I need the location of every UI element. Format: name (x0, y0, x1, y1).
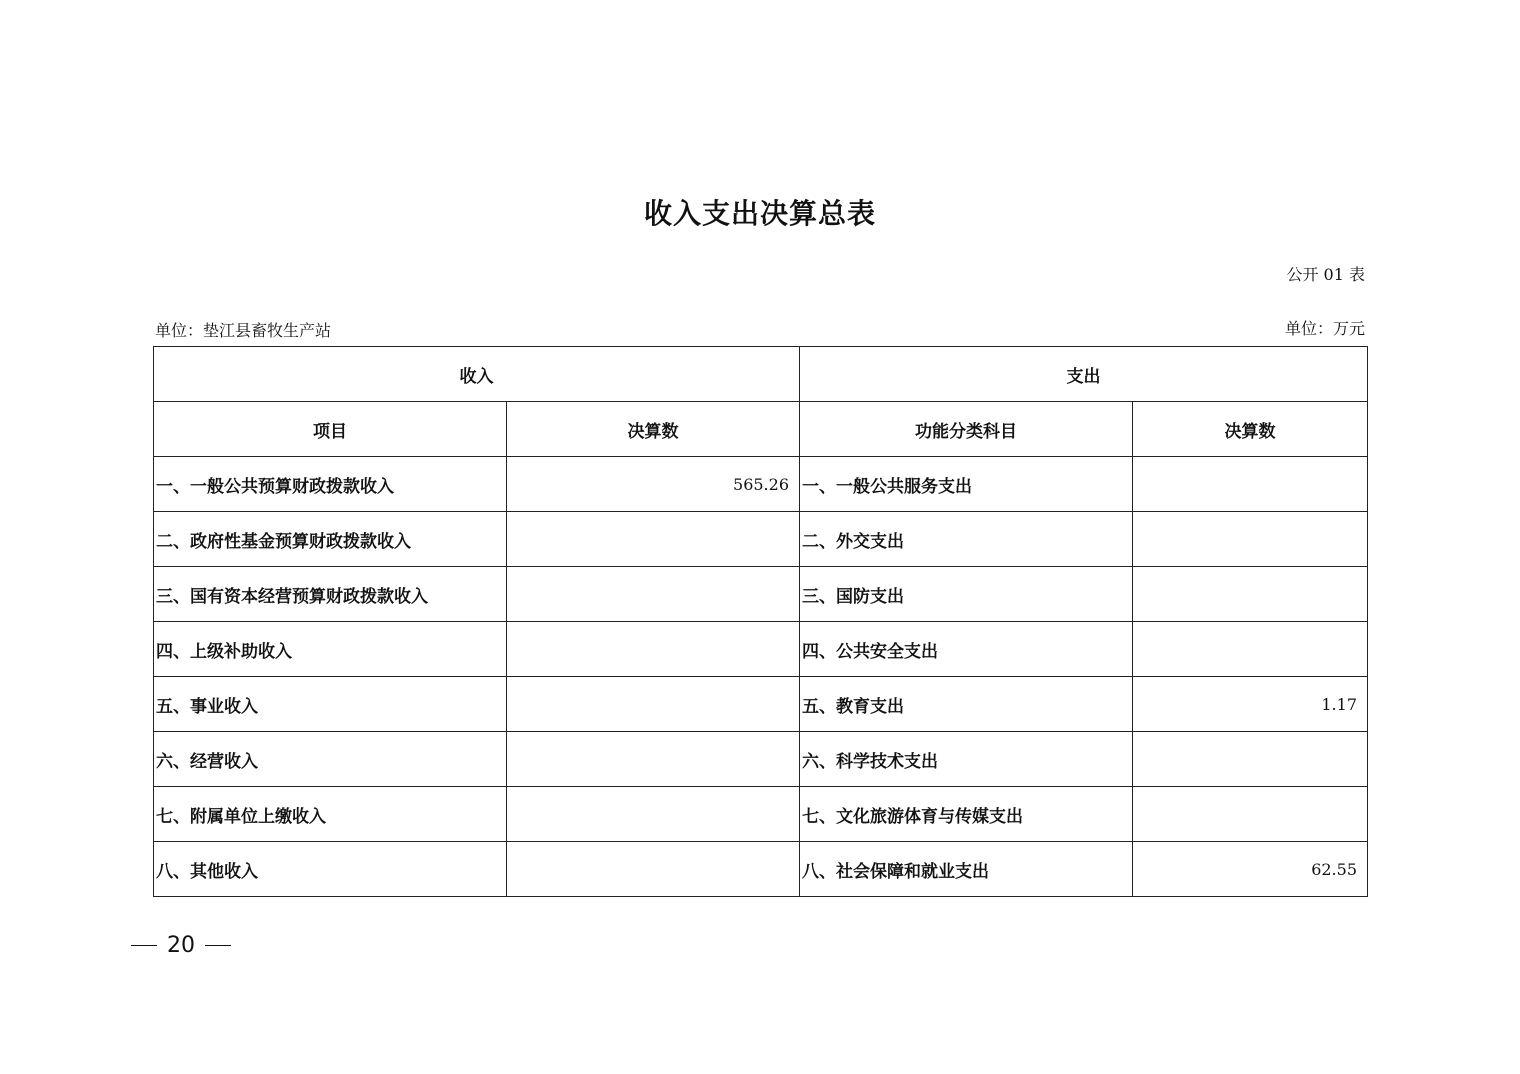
table-row (154, 787, 1368, 842)
expense-amount: 1.17 (1133, 677, 1368, 732)
income-expense-table (153, 346, 1368, 897)
income-amount: 565.26 (507, 457, 800, 512)
income-item: 六、经营收入 (154, 732, 507, 787)
expense-amount (1133, 622, 1368, 677)
expense-item: 六、科学技术支出 (800, 732, 1133, 787)
income-item: 五、事业收入 (154, 677, 507, 732)
table-row (154, 512, 1368, 567)
table-row (154, 567, 1368, 622)
expense-amount (1133, 787, 1368, 842)
expense-amount (1133, 512, 1368, 567)
page-title: 收入支出决算总表 (643, 197, 876, 230)
income-amount (507, 567, 800, 622)
expense-amount (1133, 732, 1368, 787)
unit-currency: 单位：万元 (1284, 319, 1365, 338)
table-row (154, 732, 1368, 787)
col-item-header: 项目 (154, 402, 507, 457)
income-header: 收入 (154, 347, 800, 402)
income-amount (507, 512, 800, 567)
col-income-amount-header: 决算数 (507, 402, 800, 457)
col-expense-amount-header: 决算数 (1133, 402, 1368, 457)
expense-item: 五、教育支出 (800, 677, 1133, 732)
expense-header: 支出 (800, 347, 1368, 402)
income-amount (507, 622, 800, 677)
expense-item: 二、外交支出 (800, 512, 1133, 567)
income-item: 二、政府性基金预算财政拨款收入 (154, 512, 507, 567)
income-item: 七、附属单位上缴收入 (154, 787, 507, 842)
income-amount (507, 677, 800, 732)
income-item: 四、上级补助收入 (154, 622, 507, 677)
income-item: 八、其他收入 (154, 842, 507, 897)
page-number: 20 (167, 933, 195, 958)
expense-item: 三、国防支出 (800, 567, 1133, 622)
expense-amount (1133, 567, 1368, 622)
col-function-header: 功能分类科目 (800, 402, 1133, 457)
right-dash (205, 945, 231, 947)
income-amount (507, 787, 800, 842)
unit-organization: 单位：垫江县畜牧生产站 (155, 321, 332, 340)
expense-item: 七、文化旅游体育与传媒支出 (800, 787, 1133, 842)
table-row (154, 842, 1368, 897)
table-row (154, 677, 1368, 732)
expense-amount (1133, 457, 1368, 512)
form-code: 公开 01 表 (1286, 265, 1365, 284)
expense-amount: 62.55 (1133, 842, 1368, 897)
table-row (154, 457, 1368, 512)
income-item: 一、一般公共预算财政拨款收入 (154, 457, 507, 512)
income-amount (507, 842, 800, 897)
income-item: 三、国有资本经营预算财政拨款收入 (154, 567, 507, 622)
left-dash (131, 945, 157, 947)
income-amount (507, 732, 800, 787)
page-number-footer (131, 933, 231, 958)
expense-item: 一、一般公共服务支出 (800, 457, 1133, 512)
expense-item: 八、社会保障和就业支出 (800, 842, 1133, 897)
table-row (154, 622, 1368, 677)
expense-item: 四、公共安全支出 (800, 622, 1133, 677)
